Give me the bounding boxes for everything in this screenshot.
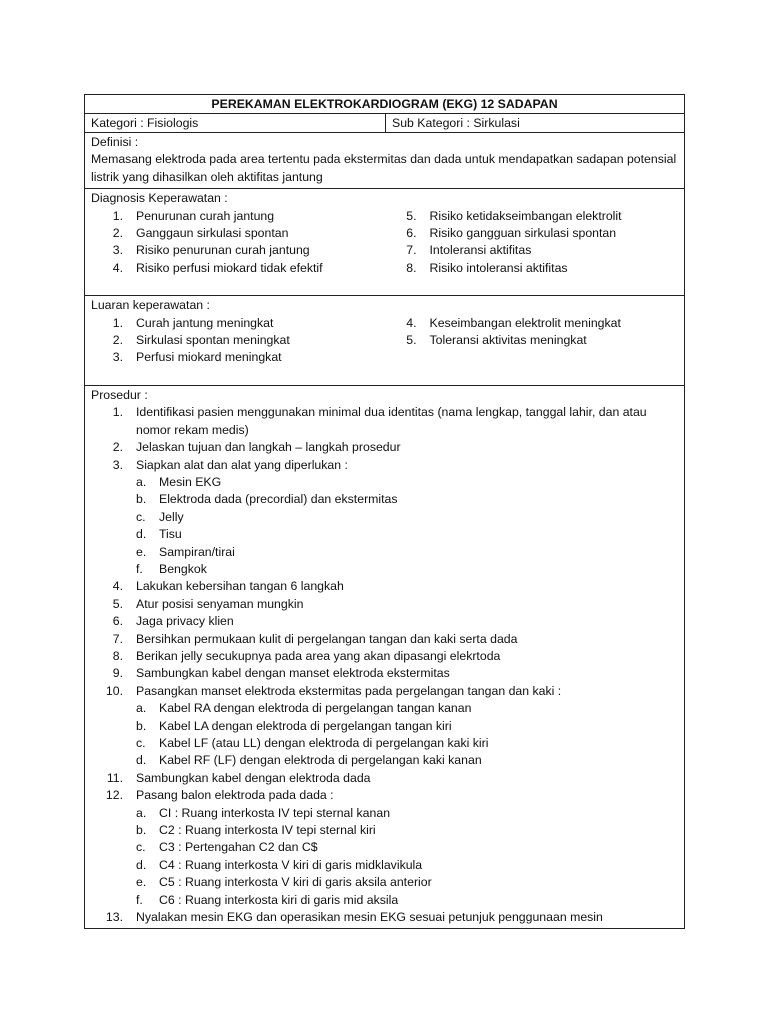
prosedur-step [91, 439, 678, 456]
definisi-section [85, 133, 684, 189]
sub-list-letter: e. [136, 875, 147, 890]
list-text: Bersihkan permukaan kulit di pergelangan tangan dan kaki serta dada [136, 631, 518, 646]
sub-list-letter: a. [136, 805, 147, 820]
sub-list-item [136, 561, 678, 578]
luaran-columns [91, 315, 678, 367]
list-number: 5. [406, 208, 417, 223]
sub-list-letter: f. [136, 561, 143, 576]
sub-list-letter: b. [136, 823, 147, 838]
prosedur-step [91, 631, 678, 648]
sub-list-text: C5 : Ruang interkosta V kiri di garis aksila anterior [159, 875, 432, 890]
list-text: Sirkulasi spontan meningkat [136, 333, 290, 348]
sub-list-item [136, 857, 678, 874]
list-text: Nyalakan mesin EKG dan operasikan mesin EKG sesuai petunjuk penggunaan mesin [136, 910, 603, 925]
diagnosis-label: Diagnosis Keperawatan : [91, 191, 228, 206]
sub-list [136, 700, 678, 770]
list-number: 8. [112, 648, 123, 663]
sub-list-item [136, 474, 678, 491]
sub-list-letter: c. [136, 840, 146, 855]
diagnosis-columns [91, 208, 678, 278]
sub-list-text: C6 : Ruang interkosta kiri di garis mid aksila [159, 892, 399, 907]
list-number: 12. [105, 788, 123, 803]
list-number: 4. [406, 315, 417, 330]
sub-list-text: Sampiran/tirai [159, 544, 235, 559]
list-number: 1. [112, 208, 123, 223]
sub-list-text: Mesin EKG [159, 474, 222, 489]
diagnosis-item [385, 208, 679, 225]
list-text: Pasangkan manset elektroda ekstermitas pada pergelangan tangan dan kaki : [136, 683, 562, 698]
prosedur-step [91, 596, 678, 613]
sub-list-text: Kabel LF (atau LL) dengan elektroda di pergelangan kaki kiri [159, 736, 489, 750]
sub-list-text: Kabel RF (LF) dengan elektroda di pergelangan kaki kanan [159, 753, 482, 768]
list-text: Risiko intoleransi aktifitas [429, 260, 568, 275]
list-number: 6. [406, 226, 417, 241]
luaran-item [91, 332, 385, 349]
diagnosis-item [91, 260, 385, 277]
sub-list-letter: a. [136, 474, 147, 489]
sub-list-text: Elektroda dada (precordial) dan ekstermitas [159, 492, 398, 507]
sub-list-item [136, 491, 678, 508]
sub-list-letter: b. [136, 718, 147, 733]
list-number: 5. [406, 333, 417, 348]
list-text: Risiko perfusi miokard tidak efektif [136, 260, 323, 275]
diagnosis-item [91, 242, 385, 259]
sub-list-text: Bengkok [159, 561, 207, 576]
definisi-text: Memasang elektroda pada area tertentu pada ekstermitas dan dada untuk mendapatkan sadapan potensial listrik yang dihasilkan oleh aktifitas jantung [91, 152, 677, 184]
list-text: Toleransi aktivitas meningkat [429, 333, 587, 348]
sub-list-item [136, 805, 678, 822]
list-number: 10. [105, 683, 123, 698]
sub-list-text: C3 : Pertengahan C2 dan C$ [159, 840, 318, 855]
sub-list-item [136, 700, 678, 717]
sub-list-text: C2 : Ruang interkosta IV tepi sternal kiri [159, 823, 376, 838]
list-text: Ganggaun sirkulasi spontan [136, 226, 289, 241]
sub-list-letter: c. [136, 509, 146, 524]
diagnosis-item [385, 242, 679, 259]
luaran-list-left [91, 315, 385, 367]
list-number: 7. [406, 243, 417, 258]
definisi-label: Definisi : [91, 135, 139, 149]
list-text: Sambungkan kabel dengan manset elektroda ekstermitas [136, 666, 450, 681]
sub-list [136, 474, 678, 578]
prosedur-list [91, 404, 678, 926]
list-text: Jelaskan tujuan dan langkah – langkah prosedur [136, 440, 401, 455]
sub-list-item [136, 839, 678, 856]
prosedur-step [91, 683, 678, 770]
prosedur-step [91, 909, 678, 926]
diagnosis-list-right [385, 208, 679, 278]
prosedur-step [91, 770, 678, 787]
sub-list-letter: d. [136, 857, 147, 872]
list-number: 7. [112, 631, 123, 646]
sub-list-text: Tisu [159, 527, 182, 542]
list-number: 2. [112, 333, 123, 348]
list-text: Penurunan curah jantung [136, 208, 275, 223]
list-text: Identifikasi pasien menggunakan minimal dua identitas (nama lengkap, tanggal lahir, dan atau nomor rekam medis) [136, 405, 647, 437]
list-number: 2. [112, 226, 123, 241]
sub-list-text: Jelly [159, 509, 184, 524]
luaran-list-right [385, 315, 679, 367]
kategori-cell: Kategori : Fisiologis [85, 114, 386, 132]
list-text: Keseimbangan elektrolit meningkat [429, 315, 621, 330]
list-number: 4. [112, 260, 123, 275]
list-number: 5. [112, 596, 123, 611]
prosedur-step [91, 457, 678, 579]
sub-list-letter: e. [136, 544, 147, 559]
sub-list-item [136, 752, 678, 769]
sub-list-item [136, 822, 678, 839]
list-text: Risiko penurunan curah jantung [136, 243, 310, 258]
luaran-item [91, 315, 385, 332]
sub-list-item [136, 892, 678, 909]
sub-list-item [136, 526, 678, 543]
spo-table [84, 94, 685, 929]
luaran-item [91, 349, 385, 366]
luaran-item [385, 332, 679, 349]
sub-list-letter: a. [136, 701, 147, 716]
prosedur-step [91, 665, 678, 682]
prosedur-label: Prosedur : [91, 387, 148, 402]
sub-list-item [136, 874, 678, 891]
sub-list-letter: c. [136, 736, 146, 750]
list-number: 2. [112, 440, 123, 455]
sub-list-letter: d. [136, 527, 147, 542]
diagnosis-section [85, 189, 684, 296]
prosedur-step [91, 613, 678, 630]
list-text: Siapkan alat dan alat yang diperlukan : [136, 457, 348, 472]
luaran-label: Luaran keperawatan : [91, 298, 210, 313]
sub-kategori-cell: Sub Kategori : Sirkulasi [392, 116, 520, 130]
list-number: 3. [112, 350, 123, 365]
category-row [85, 114, 684, 133]
list-text: Perfusi miokard meningkat [136, 350, 282, 365]
list-text: Intoleransi aktifitas [429, 243, 532, 258]
document-title: PEREKAMAN ELEKTROKARDIOGRAM (EKG) 12 SADAPAN [85, 95, 684, 114]
list-text: Atur posisi senyaman mungkin [136, 596, 304, 611]
list-text: Pasang balon elektroda pada dada : [136, 788, 334, 803]
list-number: 3. [112, 243, 123, 258]
list-text: Risiko gangguan sirkulasi spontan [429, 226, 617, 241]
list-number: 6. [112, 614, 123, 629]
sub-list-text: Kabel LA dengan elektroda di pergelangan tangan kiri [159, 718, 452, 733]
prosedur-step [91, 404, 678, 439]
list-number: 9. [112, 666, 123, 681]
sub-list-text: CI : Ruang interkosta IV tepi sternal kanan [159, 805, 391, 820]
sub-list-item [136, 509, 678, 526]
diagnosis-item [91, 225, 385, 242]
sub-list [136, 805, 678, 909]
luaran-item [385, 315, 679, 332]
diagnosis-list-left [91, 208, 385, 278]
list-text: Sambungkan kabel dengan elektroda dada [136, 770, 371, 785]
prosedur-section [85, 386, 684, 929]
list-number: 1. [112, 315, 123, 330]
list-number: 13. [105, 910, 123, 925]
list-number: 4. [112, 579, 123, 594]
prosedur-step [91, 787, 678, 909]
sub-list-text: Kabel RA dengan elektroda di pergelangan tangan kanan [159, 701, 472, 716]
list-number: 1. [112, 405, 123, 420]
list-text: Berikan jelly secukupnya pada area yang akan dipasangi elekrtoda [136, 648, 501, 663]
sub-list-letter: d. [136, 753, 147, 768]
diagnosis-item [91, 208, 385, 225]
list-number: 8. [406, 260, 417, 275]
sub-list-letter: b. [136, 492, 147, 507]
diagnosis-item [385, 225, 679, 242]
list-text: Lakukan kebersihan tangan 6 langkah [136, 579, 344, 594]
sub-list-text: C4 : Ruang interkosta V kiri di garis midklavikula [159, 857, 423, 872]
prosedur-step [91, 648, 678, 665]
list-text: Risiko ketidakseimbangan elektrolit [429, 208, 622, 223]
sub-list-item [136, 718, 678, 735]
sub-list-letter: f. [136, 892, 143, 907]
list-number: 11. [106, 770, 123, 785]
prosedur-step [91, 578, 678, 595]
sub-list-item [136, 544, 678, 561]
list-text: Jaga privacy klien [136, 614, 234, 629]
diagnosis-item [385, 260, 679, 277]
list-text: Curah jantung meningkat [136, 315, 274, 330]
sub-list-item [136, 735, 678, 752]
luaran-section [85, 296, 684, 386]
list-number: 3. [112, 457, 123, 472]
